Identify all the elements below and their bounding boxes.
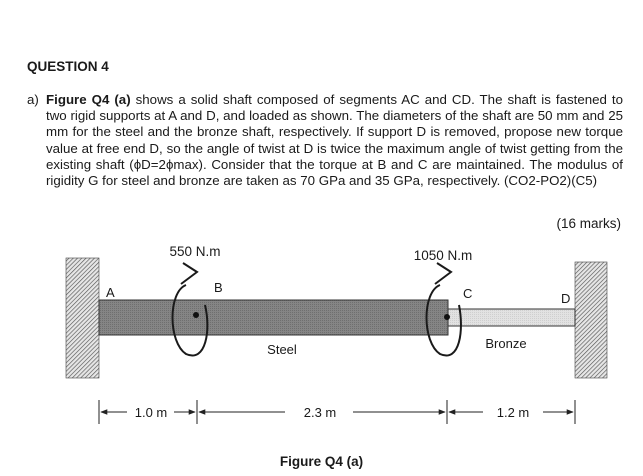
dim-bc-label: 2.3 m <box>303 405 337 420</box>
figure-reference: Figure Q4 (a) <box>46 92 131 107</box>
torque-c-label: 1050 N.m <box>413 248 473 263</box>
steel-shaft <box>99 300 448 335</box>
point-c-label: C <box>463 286 473 301</box>
dim-cd-label: 1.2 m <box>496 405 530 420</box>
bronze-shaft <box>448 309 575 326</box>
bronze-label: Bronze <box>485 336 527 351</box>
point-a-label: A <box>106 285 115 300</box>
part-label: a) <box>27 92 39 107</box>
support-d <box>575 262 607 378</box>
marks-allocation: (16 marks) <box>556 216 621 231</box>
point-b-label: B <box>214 280 223 295</box>
torque-b-label: 550 N.m <box>169 244 221 259</box>
dim-ab-label: 1.0 m <box>134 405 168 420</box>
figure-caption: Figure Q4 (a) <box>279 454 364 469</box>
support-a <box>66 258 99 378</box>
question-heading: QUESTION 4 <box>27 59 109 74</box>
steel-label: Steel <box>267 342 297 357</box>
point-d-label: D <box>561 291 571 306</box>
question-body: shows a solid shaft composed of segments AC and CD. The shaft is fastened to two rigid supports at A and D, and loaded as shown. The diameters of the shaft are 50 mm and 25 mm for the steel and the bronze shaft, respectively. If support D is removed, propose new torque value at free end D, so the angle of twist at D is twice the maximum angle of twist getting from the existing shaft (ϕD=2ϕmax). Consider that the torque at B and C are maintained. The modulus of rigidity G for steel and bronze are taken as 70 GPa and 35 GPa, respectively. (CO2-PO2)(C5) <box>46 92 623 189</box>
